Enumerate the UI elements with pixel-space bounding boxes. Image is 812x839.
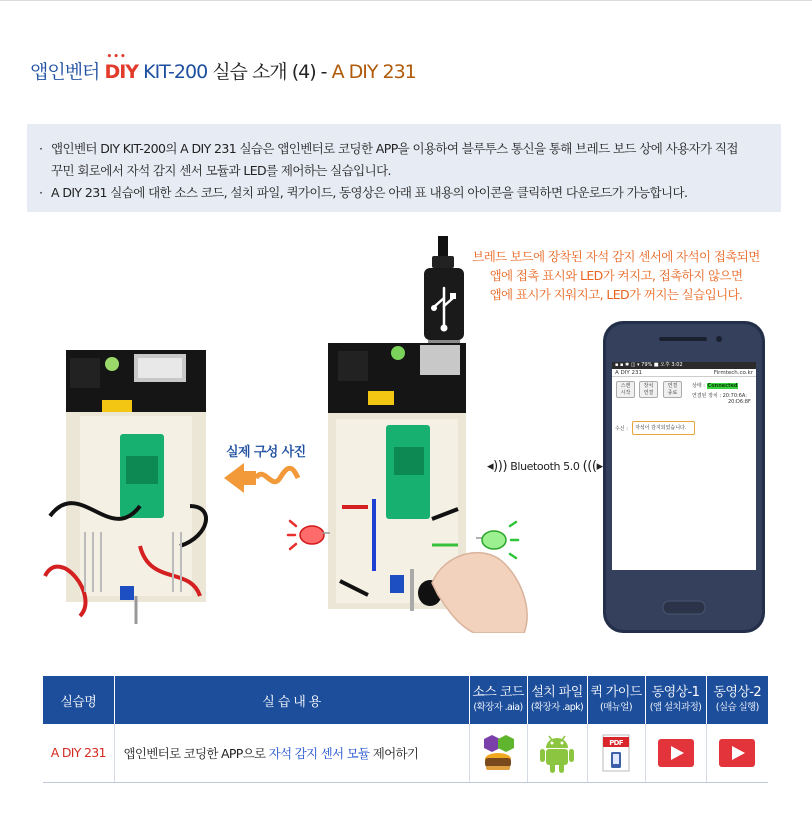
experiment-note <box>466 247 766 304</box>
note-line-3: 앱에 표시가 지워지고, LED가 꺼지는 실습입니다. <box>489 287 743 302</box>
connection-state <box>692 382 738 389</box>
col-header-video1 <box>645 676 706 724</box>
col-header-source <box>469 676 527 724</box>
device-connect-button[interactable] <box>639 381 658 398</box>
lesson-name: A DIY 231 <box>43 724 114 782</box>
note-line-2: 앱에 접촉 표시와 LED가 켜지고, 접촉하지 않으면 <box>489 268 743 283</box>
photo-caption: 실제 구성 사진 <box>226 445 306 460</box>
title-dots: ••• <box>106 52 127 62</box>
info-text-1: 앱인벤터 DIY KIT-200의 A DIY 231 실습은 앱인벤터로 코딩한 APP을 이용하여 블루투스 통신을 통해 브레드 보드 상에 사용자가 직접 <box>51 141 738 156</box>
info-box <box>27 124 781 212</box>
bluetooth-text: Bluetooth 5.0 <box>510 460 580 473</box>
info-line-2: 꾸민 회로에서 자석 감지 센서 모듈과 LED를 제어하는 실습입니다. <box>51 163 391 178</box>
pdf-label: PDF <box>609 738 623 747</box>
scan-label-2: 시작 <box>620 390 631 396</box>
desc-highlight: 자석 감지 센서 모듈 <box>268 745 370 761</box>
quick-guide-cell <box>587 724 645 782</box>
guide-label: 퀵 가이드 <box>590 685 642 700</box>
breadboard-photo <box>40 346 220 626</box>
usb-plug-icon <box>418 236 470 356</box>
video2-label: 동영상-2 <box>713 685 762 700</box>
top-divider <box>0 0 812 1</box>
col-header-install <box>527 676 587 724</box>
install-label: 설치 파일 <box>531 685 583 700</box>
lesson-description <box>114 724 469 782</box>
title-intro: 실습 소개 (4) - <box>212 61 332 83</box>
video2-sub: (실습 실행) <box>715 702 759 713</box>
desc-pre: 앱인벤터로 코딩한 APP으로 <box>123 745 269 761</box>
col-header-name: 실습명 <box>43 676 114 724</box>
table-header-row <box>43 676 768 724</box>
video1-label: 동영상-1 <box>651 685 700 700</box>
red-led-icon <box>286 513 330 557</box>
state-label: 상태 : <box>692 383 707 389</box>
table-row <box>43 724 768 782</box>
info-text-3: A DIY 231 실습에 대한 소스 코드, 설치 파일, 퀵가이드, 동영상은 아래 표 내용의 아이콘을 클릭하면 다운로드가 가능합니다. <box>51 185 688 200</box>
scan-label-1: 스캔 <box>620 383 631 389</box>
info-line-1 <box>39 138 771 160</box>
state-value: Connected <box>707 383 738 389</box>
bullet: · <box>39 141 43 156</box>
video1-sub: (앱 설치과정) <box>649 702 702 713</box>
source-code-cell <box>469 724 527 782</box>
connect-label-1: 장치 <box>643 383 654 389</box>
install-sub: (확장자 .apk) <box>530 702 584 713</box>
video2-cell <box>706 724 768 782</box>
bluetooth-wave-icon: ◂))) <box>487 459 508 474</box>
aia-source-icon[interactable] <box>476 733 520 773</box>
title-diy <box>104 52 139 83</box>
receive-message: 자석이 감지되었습니다. <box>632 421 695 435</box>
title-kit: KIT-200 <box>138 61 213 83</box>
app-site: Firmtech.co.kr <box>713 370 753 376</box>
title-appinventor: 앱인벤터 <box>30 61 105 83</box>
desc-post: 제어하기 <box>369 745 419 761</box>
source-label: 소스 코드 <box>472 685 524 700</box>
page-title <box>30 52 416 84</box>
disc-label-2: 종료 <box>667 390 678 396</box>
receive-label: 수신 : <box>615 426 628 432</box>
connect-label-2: 연결 <box>643 390 654 396</box>
col-header-video2 <box>706 676 768 724</box>
phone-status-bar: ▪ ▪ ✱ ◫ ▾ 79% ■ 오후 3:02 <box>612 362 756 369</box>
bluetooth-wave-icon: (((▸ <box>582 459 603 474</box>
col-header-content: 실 습 내 용 <box>114 676 469 724</box>
android-apk-icon[interactable] <box>539 732 575 774</box>
bluetooth-label <box>487 459 603 474</box>
video-play-icon[interactable] <box>657 738 695 768</box>
guide-sub: (매뉴얼) <box>600 702 632 713</box>
disconnect-button[interactable] <box>663 381 682 398</box>
title-lesson-code: A DIY 231 <box>331 61 416 83</box>
note-line-1: 브레드 보드에 장착된 자석 감지 센서에 자석이 접촉되면 <box>472 249 760 264</box>
app-title: A DIY 231 <box>615 370 642 376</box>
hand-with-magnet <box>414 543 534 633</box>
col-header-guide <box>587 676 645 724</box>
scan-start-button[interactable] <box>616 381 635 398</box>
source-sub: (확장자 .aia) <box>473 702 523 713</box>
phone-app-screen <box>612 362 756 570</box>
install-file-cell <box>527 724 587 782</box>
phone-app-bar <box>612 369 756 377</box>
title-diy-text: DIY <box>104 61 139 83</box>
disc-label-1: 연결 <box>667 383 678 389</box>
pdf-guide-icon[interactable] <box>600 732 632 774</box>
connected-device: 연결된 장치 : 20:70:6A: <box>692 393 747 399</box>
lesson-table <box>43 676 768 783</box>
video-play-icon[interactable] <box>718 738 756 768</box>
connected-device-2: 20:D6:8F <box>728 399 751 405</box>
bullet: · <box>39 185 43 200</box>
video1-cell <box>645 724 706 782</box>
info-line-3 <box>39 182 771 204</box>
